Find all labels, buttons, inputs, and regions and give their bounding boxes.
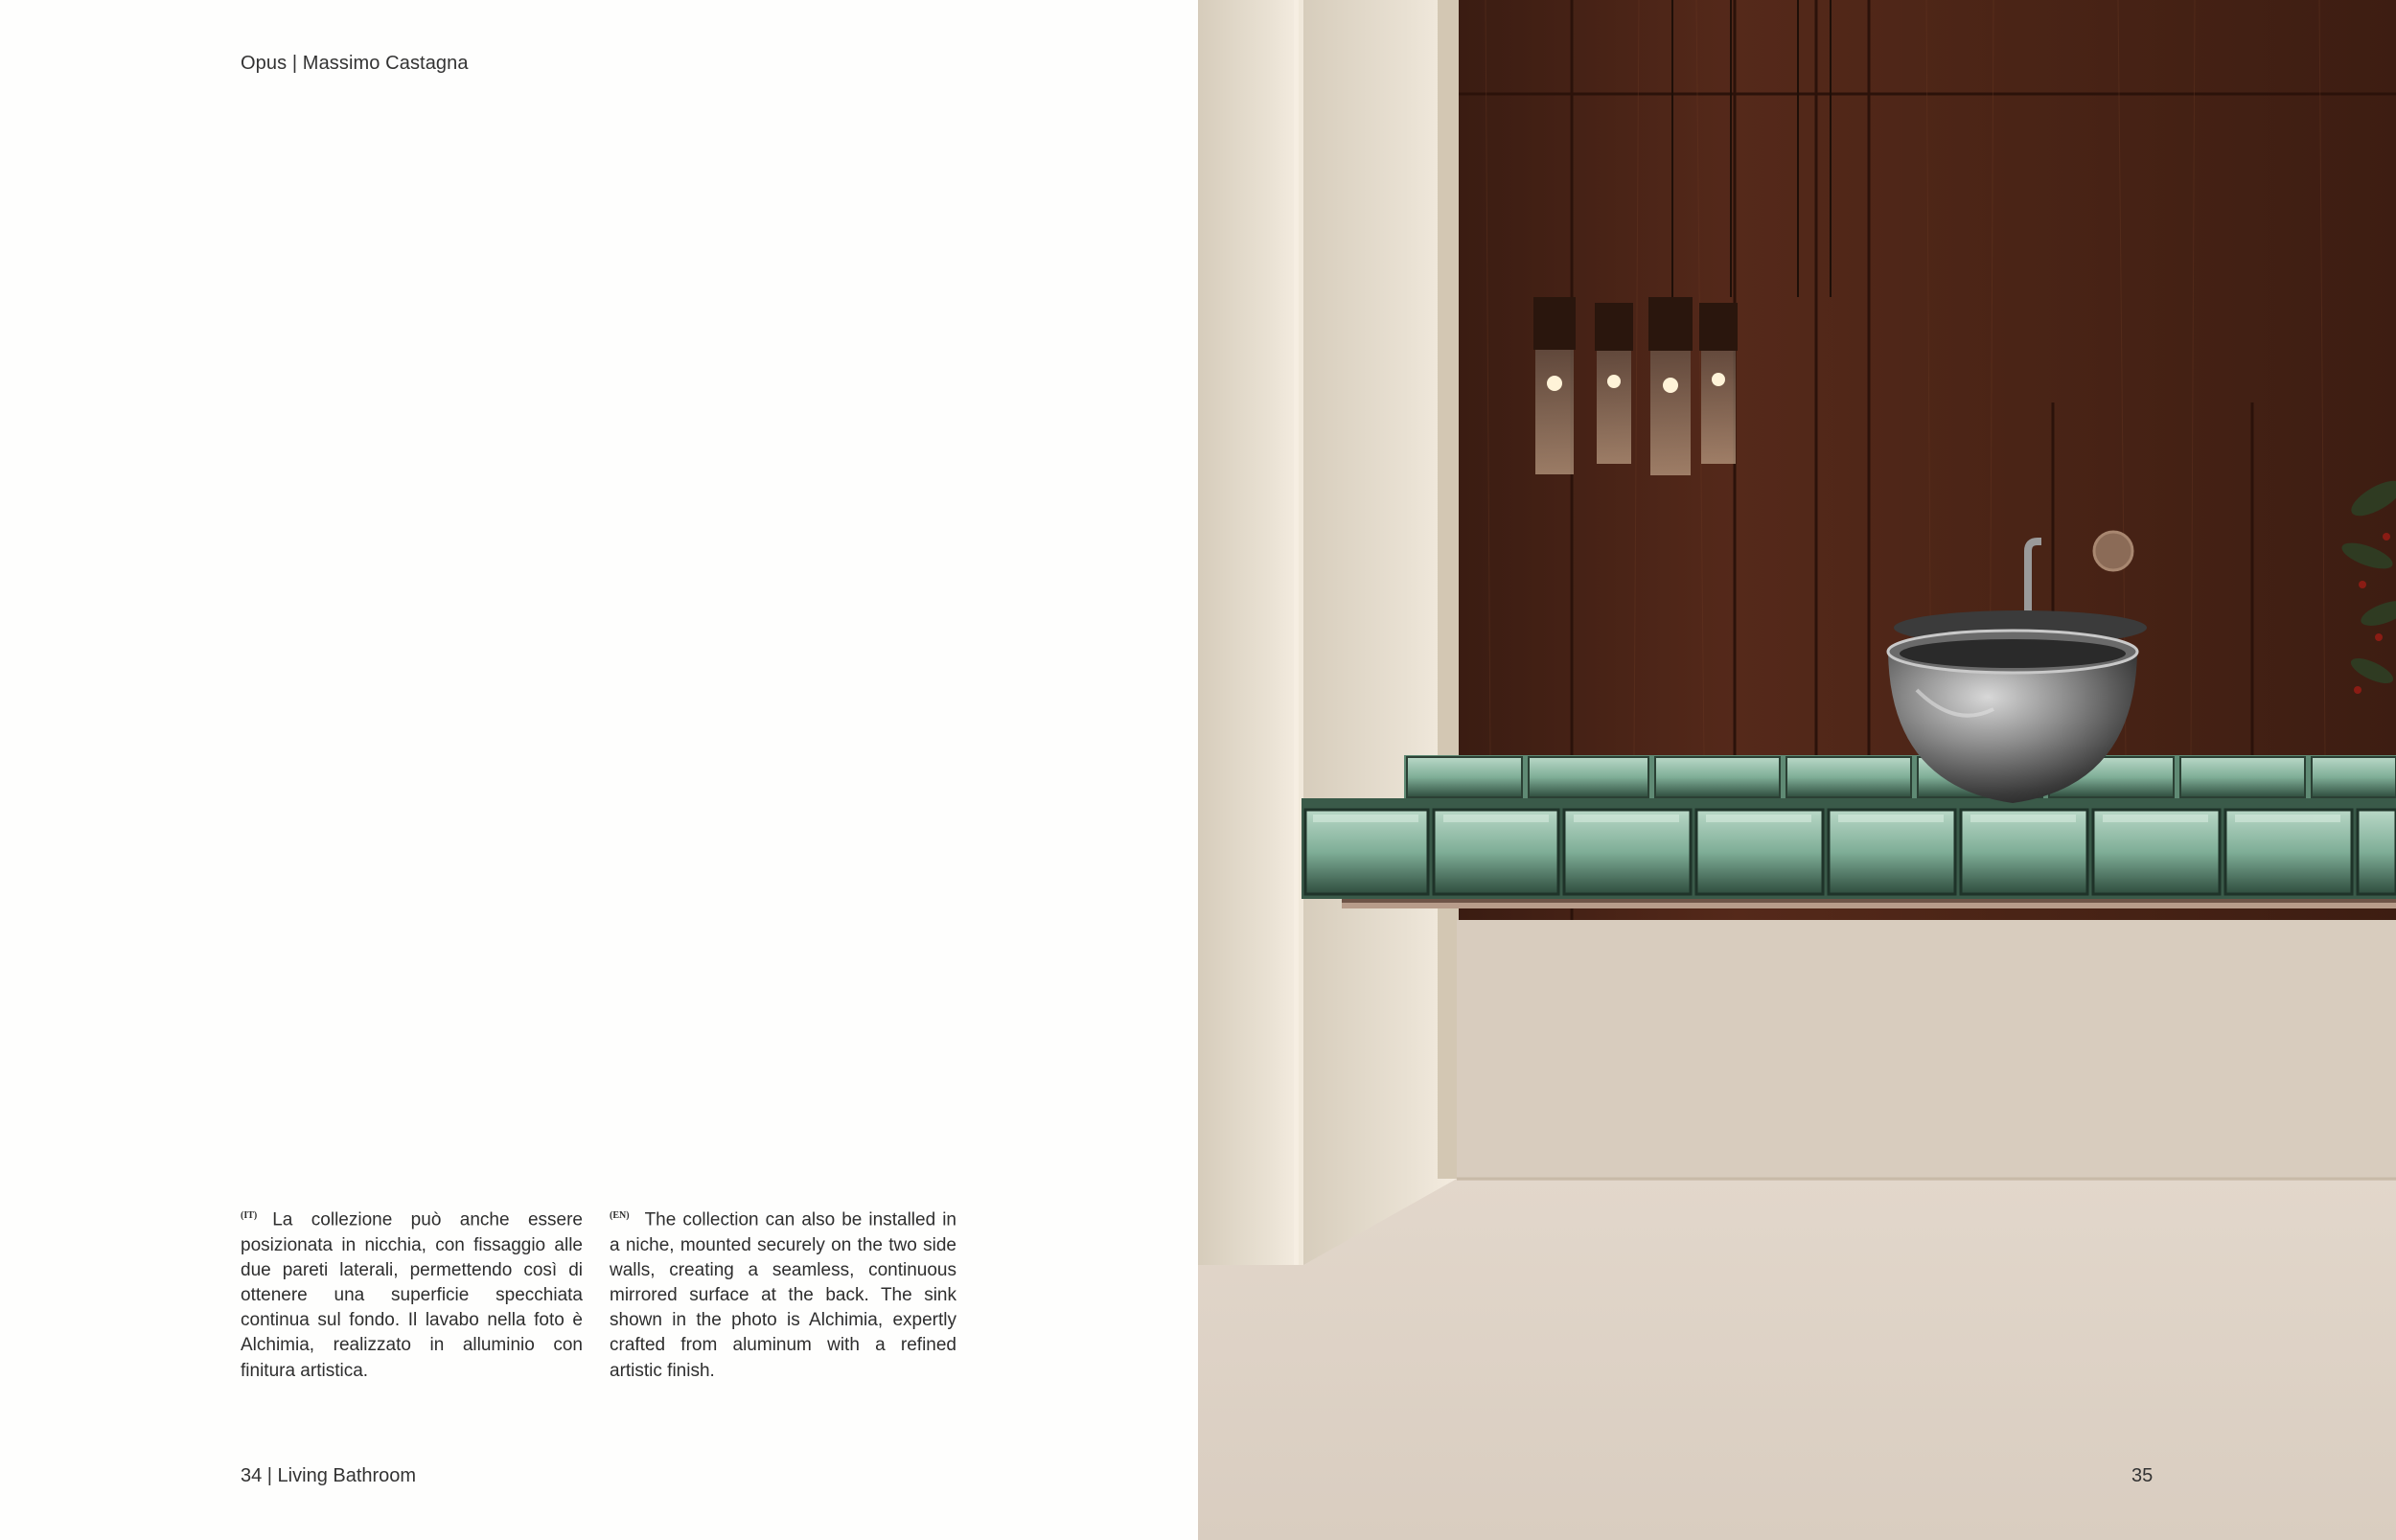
english-text: The collection can also be installed in a niche, mounted securely on the two side walls, creating a seamless, continuous mirrored surface at the back. The sink shown in the photo is Alchimia, expertly crafted from aluminum with a refined artistic finish.	[610, 1209, 956, 1381]
italian-description	[241, 1204, 583, 1384]
page-header: Opus | Massimo Castagna	[241, 53, 469, 74]
right-page	[1198, 0, 2396, 1540]
english-description	[610, 1204, 956, 1384]
language-tag-it: (IT)	[241, 1210, 258, 1221]
bathroom-photo	[1198, 0, 2396, 1540]
left-page-folio: 34 | Living Bathroom	[241, 1465, 417, 1486]
language-tag-en: (EN)	[610, 1210, 630, 1221]
italian-text: La collezione può anche essere posizionata in nicchia, con fissaggio alle due pareti laterali, permettendo così di ottenere una superficie specchiata continua sul fondo. Il lavabo nella foto è Alchimia, realizzato in alluminio con finitura artistica.	[241, 1209, 583, 1381]
right-page-folio: 35	[2131, 1465, 2154, 1486]
